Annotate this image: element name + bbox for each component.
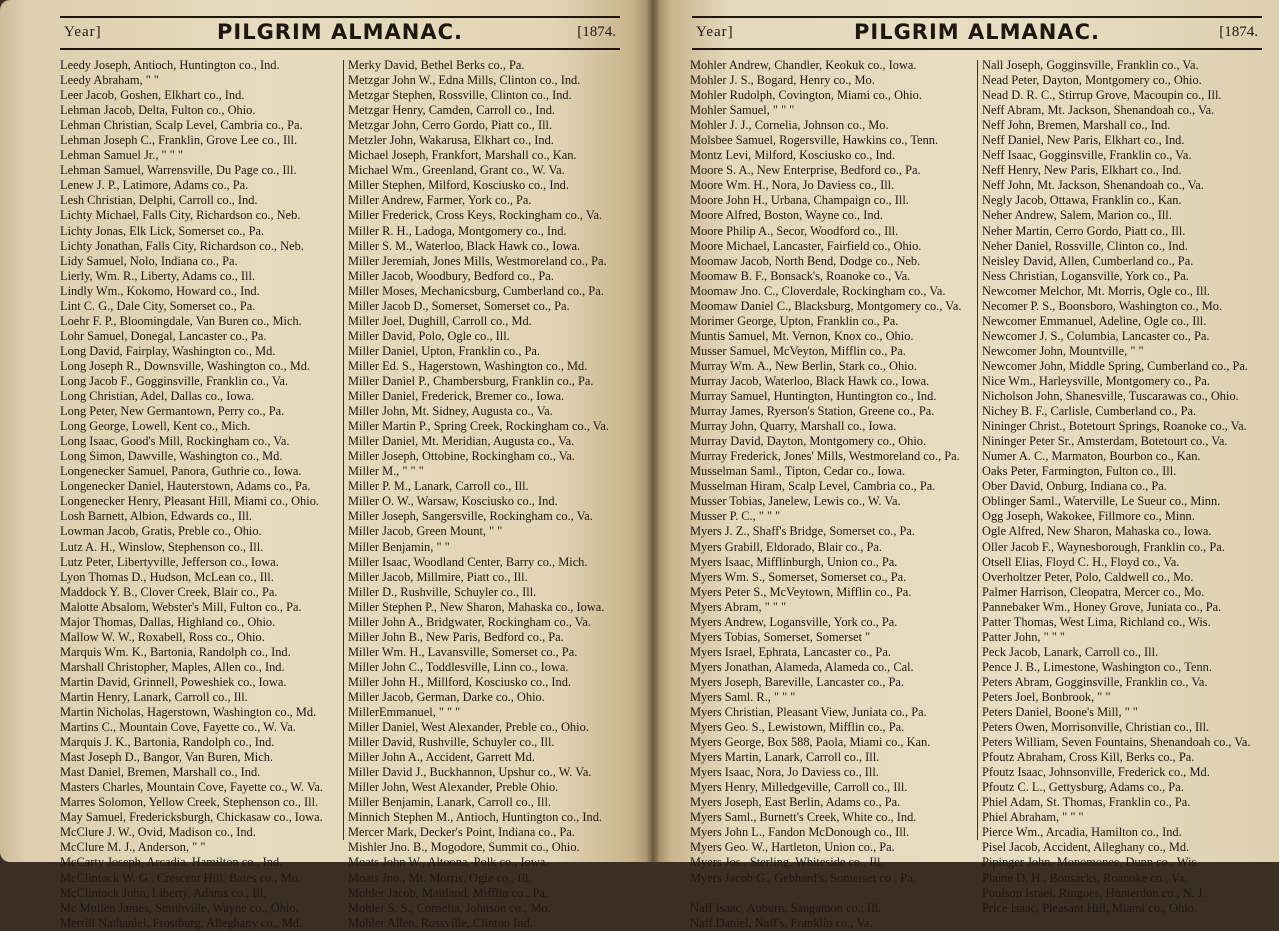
directory-entry: Nichey B. F., Carlisle, Cumberland co., Pa. [982,404,1197,419]
directory-entry: Mohler J. J., Cornelia, Johnson co., Mo. [690,118,889,133]
directory-entry: Marres Solomon, Yellow Creek, Stephenson co., Ill. [60,795,319,810]
directory-entry: Pfoutz Abraham, Cross Kill, Berks co., Pa. [982,750,1195,765]
directory-entry: Long Simon, Dawville, Washington co., Md. [60,449,283,464]
directory-entry: Lehman Jacob, Delta, Fulton co., Ohio. [60,103,256,118]
directory-entry: Miller David J., Buckhannon, Upshur co., W. Va. [348,765,592,780]
directory-entry: Lichty Jonas, Elk Lick, Somerset co., Pa. [60,223,265,238]
column-divider [977,60,978,840]
directory-entry: Miller John, West Alexander, Preble Ohio. [348,780,559,795]
directory-entry: Peters Daniel, Boone's Mill, " " [982,705,1138,720]
directory-entry: Leer Jacob, Goshen, Elkhart co., Ind. [60,88,245,103]
directory-entry: Peters William, Seven Fountains, Shenandoah co., Va. [982,735,1251,750]
directory-entry: Neher Andrew, Salem, Marion co., Ill. [982,208,1172,223]
directory-entry: Musselman Hiram, Scalp Level, Cambria co., Pa. [690,479,936,494]
column-divider [343,60,344,840]
directory-entry: Mallow W. W., Roxabell, Ross co., Ohio. [60,629,265,644]
directory-entry: Losh Barnett, Albion, Edwards co., Ill. [60,509,253,524]
directory-entry: Myers Andrew, Logansville, York co., Pa. [690,614,898,629]
directory-entry: Molsbee Samuel, Rogersville, Hawkins co., Tenn. [690,133,939,148]
directory-entry: Myers Joseph, East Berlin, Adams co., Pa. [690,795,901,810]
directory-entry: Marquis Wm. K., Bartonia, Randolph co., Ind. [60,644,291,659]
directory-entry: Miller Frederick, Cross Keys, Rockingham co., Va. [348,208,603,223]
directory-entry: Peters Joel, Bonbrook, " " [982,689,1111,704]
directory-entry: Ogg Joseph, Wakokee, Fillmore co., Minn. [982,509,1195,524]
directory-entry: Miller John C., Toddlesville, Linn co., Iowa. [348,659,569,674]
directory-entry: Myers Saml. R., " " " [690,689,796,704]
directory-entry: Patter John, " " " [982,629,1065,644]
directory-entry: Oller Jacob F., Waynesborough, Franklin co., Pa. [982,539,1225,554]
directory-entry: Murray Samuel, Huntington, Huntington co., Ind. [690,389,937,404]
directory-entry: Metzgar John, Cerro Gordo, Piatt co., Ill. [348,118,553,133]
directory-entry: Nead Peter, Dayton, Montgomery co., Ohio. [982,73,1202,88]
directory-entry: Mohler Samuel, " " " [690,103,795,118]
directory-entry: Longenecker Samuel, Panora, Guthrie co., Iowa. [60,464,302,479]
directory-entry: Myers Abram, " " " [690,599,787,614]
directory-entry: Leedy Abraham, " " [60,73,159,88]
directory-entry: Pence J. B., Limestone, Washington co., Tenn. [982,659,1212,674]
directory-entry: Myers Jacob G., Gebhard's, Somerset co., Pa. [690,870,916,885]
directory-entry: Myers Jos., Sterling, Whiteside co., Ill. [690,855,884,870]
directory-entry: Neff John, Mt. Jackson, Shenandoah co., Va. [982,178,1204,193]
directory-entry: Necomer P. S., Boonsboro, Washington co., Mo. [982,298,1223,313]
directory-entry: Lehman Samuel Jr., " " " [60,148,183,163]
directory-entry: Long George, Lowell, Kent co., Mich. [60,419,251,434]
directory-entry: Mohler Andrew, Chandler, Keokuk co., Iowa. [690,58,917,72]
directory-entry: MillerEmmanuel, " " " [348,705,461,720]
directory-entry: Miller Jacob, Millmire, Piatt co., Ill. [348,569,528,584]
directory-entry: Morimer George, Upton, Franklin co., Pa. [690,313,899,328]
directory-entry: Moore Wm. H., Nora, Jo Daviess co., Ill. [690,178,895,193]
directory-entry: Miller Daniel P., Chambersburg, Franklin co., Pa. [348,373,594,388]
directory-entry: Miller Wm. H., Lavansville, Somerset co., Pa. [348,644,578,659]
directory-entry: McClure M. J., Anderson, " " [60,840,206,855]
directory-entry: Miller Joseph, Ottobine, Rockingham co., Va. [348,449,575,464]
directory-entry: Peters Abram, Gogginsville, Franklin co., Va. [982,674,1208,689]
directory-entry: Myers Tobias, Somerset, Somerset " [690,629,871,644]
directory-entry: Musser Samuel, McVeyton, Mifflin co., Pa. [690,343,906,358]
directory-entry: Musser P. C., " " " [690,509,781,524]
directory-entry: Michael Wm., Greenland, Grant co., W. Va. [348,163,565,178]
directory-entry: Pfoutz C. L., Gettysburg, Adams co., Pa. [982,780,1184,795]
directory-entry: Musser Tobias, Janelew, Lewis co., W. Va. [690,494,901,509]
directory-entry: Miller John A., Bridgwater, Rockingham co., Va. [348,614,591,629]
left-page-column-1 [60,58,346,931]
directory-entry: Myers George, Box 588, Paola, Miami co., Kan. [690,735,931,750]
year-label: Year] [64,24,102,40]
directory-entry: Montz Levi, Milford, Kosciusko co., Ind. [690,148,896,163]
directory-entry: Neher Daniel, Rossville, Clinton co., Ind. [982,238,1188,253]
directory-entry: Lidy Samuel, Nolo, Indiana co., Pa. [60,253,238,268]
directory-entry: Pierce Wm., Arcadia, Hamilton co., Ind. [982,825,1182,840]
directory-entry: Miller Benjamin, " " [348,539,450,554]
directory-entry: Neff John, Bremen, Marshall co., Ind. [982,118,1171,133]
directory-entry: Miller Jacob, Woodbury, Bedford co., Pa. [348,268,554,283]
directory-entry: Murray James, Ryerson's Station, Greene co., Pa. [690,404,935,419]
directory-entry: Naff Daniel, Naff's, Franklin co., Va. [690,915,873,930]
directory-entry: Moomaw Jacob, North Bend, Dodge co., Neb. [690,253,921,268]
directory-entry: Minnich Stephen M., Antioch, Huntington co., Ind. [348,810,602,825]
directory-entry: Miller Daniel, Upton, Franklin co., Pa. [348,343,541,358]
directory-entry: Miller David, Polo, Ogle co., Ill. [348,328,510,343]
directory-entry: McCarty Joseph, Arcadia, Hamilton co., Ind. [60,855,283,870]
directory-entry: Miller John A., Accident, Garrett Md. [348,750,535,765]
directory-entry: Phiel Abraham, " " " [982,810,1084,825]
directory-entry: Lehman Joseph C., Franklin, Grove Lee co., Ill. [60,133,298,148]
directory-entry: Nicholson John, Shanesville, Tuscarawas co., Ohio. [982,389,1239,404]
directory-entry: Myers Jonathan, Alameda, Alameda co., Cal. [690,659,914,674]
directory-entry: Ober David, Onburg, Indiana co., Pa. [982,479,1167,494]
directory-entry: Newcomer John, Middle Spring, Cumberland co., Pa. [982,358,1249,373]
directory-entry: Moats John W., Altoona, Polk co., Iowa. [348,855,549,870]
directory-entry: Loehr F. P., Bloomingdale, Van Buren co., Mich. [60,313,302,328]
directory-entry: Miller David, Rushville, Schuyler co., Ill. [348,735,555,750]
directory-entry: Miller S. M., Waterloo, Black Hawk co., Iowa. [348,238,581,253]
directory-entry: Metzgar Henry, Camden, Carroll co., Ind. [348,103,556,118]
directory-entry: Mast Joseph D., Bangor, Van Buren, Mich. [60,750,273,765]
directory-entry: Plaine D. H., Bonsacks, Roanoke co., Va. [982,870,1188,885]
directory-entry: Price Isaac, Pleasant Hill, Miami co., Ohio. [982,900,1198,915]
directory-entry: Lesh Christian, Delphi, Carroll co., Ind. [60,193,258,208]
directory-entry: Newcomer John, Mountville, " " [982,343,1144,358]
directory-entry: Nall Joseph, Gogginsville, Franklin co., Va. [982,58,1199,72]
directory-entry: Myers Geo. W., Hartleton, Union co., Pa. [690,840,895,855]
directory-entry: Miller R. H., Ladoga, Montgomery co., Ind. [348,223,567,238]
directory-entry: Miller Moses, Mechanicsburg, Cumberland co., Pa. [348,283,604,298]
directory-entry: Mohler Jacob, Maitland, Mifflin co., Pa. [348,885,549,900]
right-page [652,0,1279,930]
blank-line [690,886,975,901]
directory-entry: Long David, Fairplay, Washington co., Md. [60,343,276,358]
directory-entry: Miller Andrew, Farmer, York co., Pa. [348,193,532,208]
directory-entry: Myers Peter S., McVeytown, Mifflin co., Pa. [690,584,912,599]
directory-entry: Newcomer J. S., Columbia, Lancaster co., Pa. [982,328,1210,343]
directory-entry: Muntis Samuel, Mt. Vernon, Knox co., Ohio. [690,328,914,343]
directory-entry: Metzgar Stephen, Rossville, Clinton co., Ind. [348,88,572,103]
directory-entry: Miller Benjamin, Lanark, Carroll co., Ill. [348,795,552,810]
directory-entry: Lierly, Wm. R., Liberty, Adams co., Ill. [60,268,255,283]
directory-entry: Myers Saml., Burnett's Creek, White co., Ind. [690,810,917,825]
directory-entry: Palmer Harrison, Cleopatra, Mercer co., Mo. [982,584,1205,599]
directory-entry: Marquis J. K., Bartonia, Randolph co., Ind. [60,735,275,750]
directory-entry: Longenecker Daniel, Hauterstown, Adams co., Pa. [60,479,311,494]
directory-entry: Peters Owen, Morrisonville, Christian co., Ill. [982,720,1210,735]
directory-entry: Lindly Wm., Kokomo, Howard co., Ind. [60,283,260,298]
directory-entry: Myers Geo. S., Lewistown, Mifflin co., Pa. [690,720,905,735]
directory-entry: Otsell Elias, Floyd C. H., Floyd co., Va. [982,554,1180,569]
directory-entry: Miller Stephen, Milford, Kosciusko co., Ind. [348,178,569,193]
directory-entry: Mercer Mark, Decker's Point, Indiana co., Pa. [348,825,575,840]
directory-entry: Myers J. Z., Shaff's Bridge, Somerset co., Pa. [690,524,916,539]
directory-entry: Murray John, Quarry, Marshall co., Iowa. [690,419,897,434]
directory-entry: Myers Joseph, Bareville, Lancaster co., Pa. [690,674,905,689]
directory-entry: Myers Grabill, Eldorado, Blair co., Pa. [690,539,883,554]
directory-entry: Lowman Jacob, Gratis, Preble co., Ohio. [60,524,262,539]
directory-entry: Mc Mullen James, Smithville, Wayne co., Ohio. [60,900,299,915]
directory-entry: Metzgar John W., Edna Mills, Clinton co., Ind. [348,73,581,88]
directory-entry: Maddock Y. B., Clover Creek, Blair co., Pa. [60,584,278,599]
directory-entry: Miller D., Rushville, Schuyler co., Ill. [348,584,537,599]
directory-entry: Lohr Samuel, Donegal, Lancaster co., Pa. [60,328,267,343]
directory-entry: Mast Daniel, Bremen, Marshall co., Ind. [60,765,261,780]
year-label: Year] [696,24,734,40]
directory-entry: Mohler Rudolph, Covington, Miami co., Ohio. [690,88,922,103]
directory-entry: Myers John L., Fandon McDonough co., Ill. [690,825,910,840]
directory-entry: Moore Philip A., Secor, Woodford co., Ill. [690,223,899,238]
directory-entry: Murray David, Dayton, Montgomery co., Ohio. [690,434,927,449]
directory-entry: Nice Wm., Harleysville, Montgomery co., Pa. [982,373,1210,388]
directory-entry: Long Isaac, Good's Mill, Rockingham co., Va. [60,434,290,449]
directory-entry: Lichty Michael, Falls City, Richardson co., Neb. [60,208,301,223]
directory-entry: Numer A. C., Marmaton, Bourbon co., Kan. [982,449,1201,464]
directory-entry: Miller M., " " " [348,464,424,479]
directory-entry: Nininger Christ., Botetourt Springs, Roanoke co., Va. [982,419,1247,434]
directory-entry: Murray Wm. A., New Berlin, Stark co., Ohio. [690,358,917,373]
directory-entry: Neisley David, Allen, Cumberland co., Pa. [982,253,1194,268]
directory-entry: Malotte Absalom, Webster's Mill, Fulton co., Pa. [60,599,302,614]
directory-entry: Long Jacob F., Gogginsville, Franklin co., Va. [60,373,288,388]
directory-entry: Lichty Jonathan, Falls City, Richardson co., Neb. [60,238,304,253]
directory-entry: Neff Henry, New Paris, Elkhart co., Ind. [982,163,1182,178]
directory-entry: Musselman Saml., Tipton, Cedar co., Iowa. [690,464,906,479]
directory-entry: Myers Martin, Lanark, Carroll co., Ill. [690,750,880,765]
directory-entry: Poulson Israel, Ringoes, Hunterdon co., N. J. [982,885,1206,900]
directory-entry: Moore S. A., New Enterprise, Bedford co., Pa. [690,163,921,178]
directory-entry: Overholtzer Peter, Polo, Caldwell co., Mo. [982,569,1194,584]
directory-entry: Oaks Peter, Farmington, Fulton co., Ill. [982,464,1177,479]
page-year: [1874. [1219,24,1258,40]
directory-entry: Newcomer Melchor, Mt. Morris, Ogle co., Ill. [982,283,1210,298]
directory-entry: Michael Joseph, Frankfort, Marshall co., Kan. [348,148,577,163]
directory-entry: Miller Joel, Dughill, Carroll co., Md. [348,313,532,328]
directory-entry: Moomaw Jno. C., Cloverdale, Rockingham co., Va. [690,283,946,298]
directory-entry: Mohler J. S., Bogard, Henry co., Mo. [690,73,875,88]
directory-entry: Martins C., Mountain Cove, Fayette co., W. Va. [60,720,296,735]
directory-entry: Myers Christian, Pleasant View, Juniata co., Pa. [690,705,927,720]
directory-entry: Miller Jeremiah, Jones Mills, Westmoreland co., Pa. [348,253,607,268]
directory-entry: Miller Daniel, West Alexander, Preble co., Ohio. [348,720,589,735]
directory-entry: Mishler Jno. B., Mogodore, Summit co., Ohio. [348,840,580,855]
directory-entry: Patter Thomas, West Lima, Richland co., Wis. [982,614,1211,629]
right-page-column-2 [982,58,1272,916]
directory-entry: Marshall Christopher, Maples, Allen co., Ind. [60,659,285,674]
directory-entry: Myers Wm. S., Somerset, Somerset co., Pa. [690,569,907,584]
directory-entry: Pipinger John, Monomonee, Dunn co., Wis. [982,855,1200,870]
directory-entry: Lutz A. H., Winslow, Stephenson co., Ill. [60,539,264,554]
almanac-title: PILGRIM ALMANAC. [853,20,1100,44]
directory-entry: Lehman Christian, Scalp Level, Cambria co., Pa. [60,118,303,133]
directory-entry: Neff Daniel, New Paris, Elkhart co., Ind. [982,133,1185,148]
directory-entry: Myers Isaac, Nora, Jo Daviess co., Ill. [690,765,879,780]
directory-entry: Major Thomas, Dallas, Highland co., Ohio. [60,614,276,629]
directory-entry: Martin David, Grinnell, Poweshiek co., Iowa. [60,674,287,689]
directory-entry: Miller John H., Millford, Kosciusko co., Ind. [348,674,572,689]
directory-entry: Merky David, Bethel Berks co., Pa. [348,58,525,72]
directory-entry: Miller Daniel, Frederick, Bremer co., Iowa. [348,389,565,404]
directory-entry: Miller Stephen P., New Sharon, Mahaska co., Iowa. [348,599,605,614]
directory-entry: Martin Henry, Lanark, Carroll co., Ill. [60,689,248,704]
directory-entry: Miller Jacob, German, Darke co., Ohio. [348,689,545,704]
book-gutter [646,0,660,862]
directory-entry: Murray Jacob, Waterloo, Black Hawk co., Iowa. [690,373,930,388]
directory-entry: Long Christian, Adel, Dallas co., Iowa. [60,389,255,404]
left-page-header [60,16,620,50]
left-page-column-2 [348,58,633,931]
page-year: [1874. [577,24,616,40]
directory-entry: Naff Isaac, Auburn, Sangamon co., Ill. [690,900,882,915]
directory-entry: Longenecker Henry, Pleasant Hill, Miami co., Ohio. [60,494,319,509]
directory-entry: Negly Jacob, Ottawa, Franklin co., Kan. [982,193,1182,208]
directory-entry: Miller O. W., Warsaw, Kosciusko co., Ind. [348,494,558,509]
directory-entry: Ness Christian, Logansville, York co., Pa. [982,268,1189,283]
directory-entry: Miller Isaac, Woodland Center, Barry co., Mich. [348,554,588,569]
directory-entry: Lenew J. P., Latimore, Adams co., Pa. [60,178,249,193]
directory-entry: Nead D. R. C., Stirrup Grove, Macoupin co., Ill. [982,88,1222,103]
directory-entry: Moomaw Daniel C., Blacksburg, Montgomery co., Va. [690,298,962,313]
directory-entry: Lyon Thomas D., Hudson, McLean co., Ill. [60,569,274,584]
directory-entry: May Samuel, Fredericksburgh, Chickasaw co., Iowa. [60,810,323,825]
directory-entry: Miller P. M., Lanark, Carroll co., Ill. [348,479,529,494]
directory-entry: Moomaw B. F., Bonsack's, Roanoke co., Va. [690,268,911,283]
directory-entry: Metzler John, Wakarusa, Elkhart co., Ind. [348,133,554,148]
directory-entry: Miller Joseph, Sangersville, Rockingham co., Va. [348,509,593,524]
directory-entry: Myers Isaac, Mifflinburgh, Union co., Pa. [690,554,898,569]
directory-entry: Moats Jno., Mt. Morris, Ogle co., Ill. [348,870,532,885]
directory-entry: Pannebaker Wm., Honey Grove, Juniata co., Pa. [982,599,1222,614]
directory-entry: Newcomer Emmanuel, Adeline, Ogle co., Ill. [982,313,1207,328]
directory-entry: Ogle Alfred, New Sharon, Mahaska co., Iowa. [982,524,1212,539]
directory-entry: Miller Daniel, Mt. Meridian, Augusta co., Va. [348,434,575,449]
directory-entry: Lutz Peter, Libertyville, Jefferson co., Iowa. [60,554,279,569]
directory-entry: Miller Jacob D., Somerset, Somerset co., Pa. [348,298,570,313]
directory-entry: Moore John H., Urbana, Champaign co., Ill. [690,193,909,208]
directory-entry: Long Peter, New Germantown, Perry co., Pa. [60,404,285,419]
almanac-title: PILGRIM ALMANAC. [216,20,463,44]
directory-entry: Mohler S. S., Cornelia, Johnson co., Mo. [348,900,551,915]
directory-entry: Miller John, Mt. Sidney, Augusta co., Va. [348,404,553,419]
directory-entry: Neff Abram, Mt. Jackson, Shenandoah co., Va. [982,103,1215,118]
right-page-header [692,16,1262,50]
directory-entry: Merrill Nathaniel, Frostburg, Alleghany co., Md. [60,915,303,930]
directory-entry: Myers Henry, Milledgeville, Carroll co., Ill. [690,780,908,795]
directory-entry: Lint C. G., Dale City, Somerset co., Pa. [60,298,256,313]
directory-entry: Pfoutz Isaac, Johnsonville, Frederick co., Md. [982,765,1210,780]
directory-entry: Pisel Jacob, Accident, Alleghany co., Md. [982,840,1190,855]
directory-entry: Miller Ed. S., Hagerstown, Washington co., Md. [348,358,588,373]
directory-entry: Miller Jacob, Green Mount, " " [348,524,503,539]
directory-entry: Neff Isaac, Gogginsville, Franklin co., Va. [982,148,1192,163]
directory-entry: Phiel Adam, St. Thomas, Franklin co., Pa. [982,795,1191,810]
directory-entry: Peck Jacob, Lanark, Carroll co., Ill. [982,644,1159,659]
directory-entry: Nininger Peter Sr., Amsterdam, Botetourt co., Va. [982,434,1228,449]
directory-entry: Lehman Samuel, Warrensville, Du Page co., Ill. [60,163,297,178]
directory-entry: McClintock John, Liberty, Adams co., Ill. [60,885,267,900]
directory-entry: Leedy Joseph, Antioch, Huntington co., Ind. [60,58,280,72]
directory-entry: Mohler Allen, Rossville, Clinton Ind. [348,915,533,930]
directory-entry: Martin Nicholas, Hagerstown, Washington co., Md. [60,705,317,720]
directory-entry: Myers Israel, Ephrata, Lancaster co., Pa. [690,644,891,659]
right-page-column-1 [690,58,975,931]
directory-entry: Moore Michael, Lancaster, Fairfield co., Ohio. [690,238,922,253]
directory-entry: Masters Charles, Mountain Cove, Fayette co., W. Va. [60,780,324,795]
directory-entry: Moore Alfred, Boston, Wayne co., Ind. [690,208,883,223]
directory-entry: Miller Martin P., Spring Creek, Rockingham co., Va. [348,419,609,434]
directory-entry: Oblinger Saml., Waterville, Le Sueur co., Minn. [982,494,1221,509]
directory-entry: Long Joseph R., Downsville, Washington co., Md. [60,358,311,373]
directory-entry: Miller John B., New Paris, Bedford co., Pa. [348,629,564,644]
directory-entry: Neher Martin, Cerro Gordo, Piatt co., Ill. [982,223,1186,238]
directory-entry: McClure J. W., Ovid, Madison co., Ind. [60,825,256,840]
directory-entry: McClintock W. G., Crescent Hill, Bates co., Mo. [60,870,301,885]
directory-entry: Murray Frederick, Jones' Mills, Westmoreland co., Pa. [690,449,960,464]
